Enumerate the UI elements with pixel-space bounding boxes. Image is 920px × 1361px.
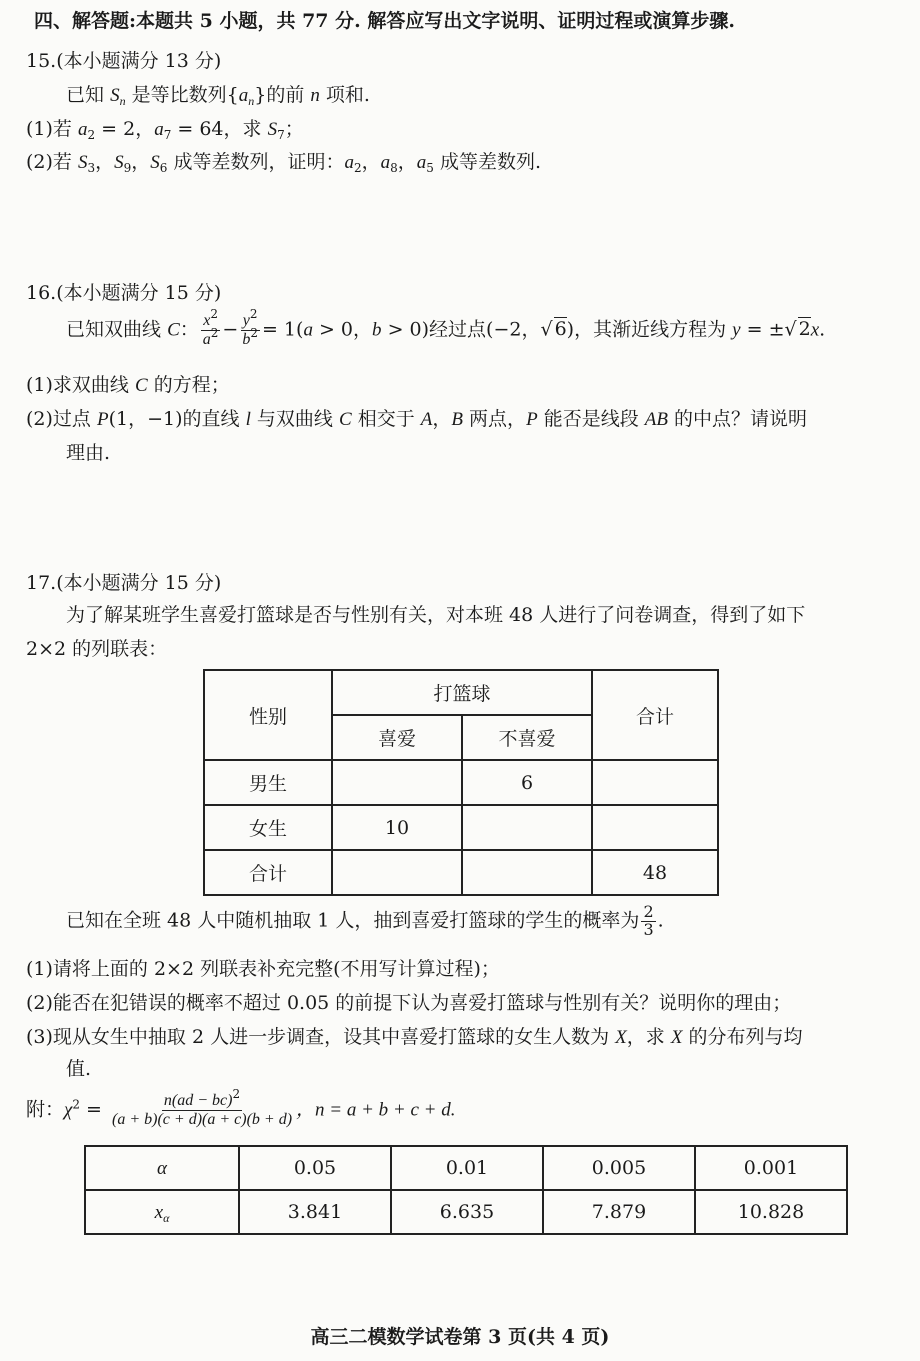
- q16-p2-b: 的直线: [182, 408, 240, 430]
- q16-p2-c: 与双曲线: [256, 408, 333, 430]
- q17-part3: (3)现从女生中抽取 2 人进一步调查，设其中喜爱打篮球的女生人数为 X，求 X 的分布列与均: [26, 1026, 803, 1048]
- cell-like: [332, 850, 462, 895]
- page-footer: 高三二模数学试卷第 3 页(共 4 页): [310, 1326, 610, 1348]
- table-row: [204, 850, 718, 895]
- q15-p2-text: 成等差数列，证明：: [173, 151, 345, 173]
- formula-tail: ，n = a + b + c + d.: [296, 1099, 456, 1121]
- chi-formula: 附：$\chi^2$ = $\frac{n(ad - bc)^2}{(a + b)(c + d)(a + c)(b + d)}$ ，n = a + b + c + d.: [26, 1087, 456, 1128]
- x-alpha-value: 6.635: [391, 1190, 543, 1234]
- q15-stem-b: 是等比数列: [131, 84, 227, 106]
- q16-stem-c: 其渐近线方程为: [593, 318, 727, 341]
- q16-stem: 已知双曲线 C： $\frac{x^2}{a^2}$ − $\frac{y^2}{b^2}$ = 1(a > 0，b > 0)经过点(−2，√ 6)，其渐近线方程为 y = ±√ 2x.: [66, 307, 826, 348]
- cell-total-header: 合计: [592, 670, 718, 760]
- q16-p2-a: (2)过点: [26, 408, 91, 430]
- q15-p2-end: 成等差数列.: [439, 151, 542, 173]
- cell-like: 10: [332, 805, 462, 850]
- prob-denominator: 3: [643, 919, 654, 939]
- q17-number: 17.: [26, 572, 57, 594]
- x-alpha-value: 7.879: [543, 1190, 695, 1234]
- x-alpha-value: 3.841: [239, 1190, 391, 1234]
- q16-part2-line2: 理由.: [66, 442, 111, 464]
- q17-intro-line1: 为了解某班学生喜爱打篮球是否与性别有关，对本班 48 人进行了问卷调查，得到了如下: [66, 604, 806, 626]
- cell-dislike: 6: [462, 760, 592, 805]
- row-label: 男生: [204, 760, 332, 805]
- q15-number: 15.: [26, 50, 57, 72]
- q16-header: [26, 282, 221, 305]
- cell-total: [592, 760, 718, 805]
- cell-dislike-header: 不喜爱: [462, 715, 592, 760]
- cell-total: [592, 805, 718, 850]
- table-row: [85, 1190, 847, 1234]
- q16-p2-g: 的中点？请说明: [674, 408, 808, 430]
- q15-p1-label: (1)若: [26, 118, 72, 140]
- section-header: 四、解答题:本题共 5 小题，共 77 分. 解答应写出文字说明、证明过程或演算步骤.: [34, 10, 735, 32]
- q15-p2-label: (2)若: [26, 151, 72, 173]
- prob-numerator: 2: [643, 902, 654, 921]
- q16-p2-f: 能否是线段: [543, 408, 639, 430]
- q17-p3-a: (3)现从女生中抽取 2 人进一步调查，设其中喜爱打篮球的女生人数为: [26, 1026, 610, 1048]
- appendix-label: 附：: [26, 1098, 65, 1121]
- formula-numerator: n(ad − bc): [163, 1092, 233, 1109]
- cell-like: [332, 760, 462, 805]
- q16-p2-d: 相交于: [357, 408, 415, 430]
- table-row: [204, 760, 718, 805]
- q17-part1: (1)请将上面的 2×2 列联表补充完整(不用写计算过程)；: [26, 958, 500, 980]
- alpha-value: 0.005: [543, 1146, 695, 1190]
- cell-dislike: [462, 805, 592, 850]
- q15-stem: 已知 $S_n$ 是等比数列$\{a_n\}$的前 n 项和.: [66, 84, 370, 108]
- cell-dislike: [462, 850, 592, 895]
- q15-p1-text: 求: [242, 118, 262, 140]
- x-symbol: x: [154, 1201, 164, 1223]
- q15-header: [26, 50, 221, 73]
- alpha-value: 0.01: [391, 1146, 543, 1190]
- q16-part2: (2)过点 P(1，−1)的直线 l 与双曲线 C 相交于 A，B 两点，P 能否是线段 AB 的中点？请说明: [26, 408, 808, 430]
- q17-probability-line: 已知在全班 48 人中随机抽取 1 人，抽到喜爱打篮球的学生的概率为 $\frac{2}{3}$ .: [66, 902, 664, 939]
- cell-like-header: 喜爱: [332, 715, 462, 760]
- x-alpha-value: 10.828: [695, 1190, 847, 1234]
- q17-part2: (2)能否在犯错误的概率不超过 0.05 的前提下认为喜爱打篮球与性别有关？说明你的理由；: [26, 992, 792, 1014]
- row-label: 合计: [204, 850, 332, 895]
- table-row: [85, 1146, 847, 1190]
- q15-score: (本小题满分 13 分): [56, 50, 222, 72]
- q17-header: [26, 572, 221, 595]
- cell-total: 48: [592, 850, 718, 895]
- q17-p3-b: ，求: [626, 1026, 665, 1048]
- q16-part1: (1)求双曲线 C 的方程；: [26, 374, 230, 396]
- q16-score: (本小题满分 15 分): [56, 282, 222, 304]
- table-row: [204, 805, 718, 850]
- q15-part2: (2)若 $S_3$，$S_9$，$S_6$ 成等差数列，证明：$a_2$，$a_8$，$a_5$ 成等差数列.: [26, 151, 542, 175]
- cell-gender-header: 性别: [204, 670, 332, 760]
- q16-p2-e: 两点，: [469, 408, 527, 430]
- alpha-value: 0.001: [695, 1146, 847, 1190]
- q16-p1: (1)求双曲线: [26, 374, 129, 396]
- q17-prob-text: 已知在全班 48 人中随机抽取 1 人，抽到喜爱打篮球的学生的概率为: [66, 909, 640, 932]
- q17-score: (本小题满分 15 分): [56, 572, 222, 594]
- q16-p1-end: 的方程；: [153, 374, 230, 396]
- q16-stem-b: 经过点: [429, 318, 487, 341]
- alpha-label: [85, 1146, 239, 1190]
- q17-p3-c: 的分布列与均: [688, 1026, 803, 1048]
- formula-denominator: (a + b)(c + d)(a + c)(b + d): [112, 1110, 293, 1128]
- q15-stem-d: 项和.: [325, 84, 370, 106]
- alpha-value: 0.05: [239, 1146, 391, 1190]
- contingency-table: [203, 669, 719, 896]
- q15-stem-c: 的前: [266, 84, 305, 106]
- q15-stem-a: 已知: [66, 84, 105, 106]
- chi-square-critical-table: [84, 1145, 848, 1235]
- x-alpha-label: $x_\alpha$: [85, 1190, 239, 1234]
- q16-number: 16.: [26, 282, 57, 304]
- q17-part3-line2: 值.: [66, 1058, 92, 1080]
- q17-intro-line2: 2×2 的列联表：: [26, 638, 168, 660]
- q16-stem-a: 已知双曲线: [66, 318, 162, 341]
- row-label: 女生: [204, 805, 332, 850]
- q15-part1: (1)若 $a_2 = 2$，$a_7 = 64$，求 $S_7$；: [26, 118, 304, 142]
- alpha-symbol: α: [157, 1157, 167, 1179]
- cell-basketball-header: 打篮球: [332, 670, 592, 715]
